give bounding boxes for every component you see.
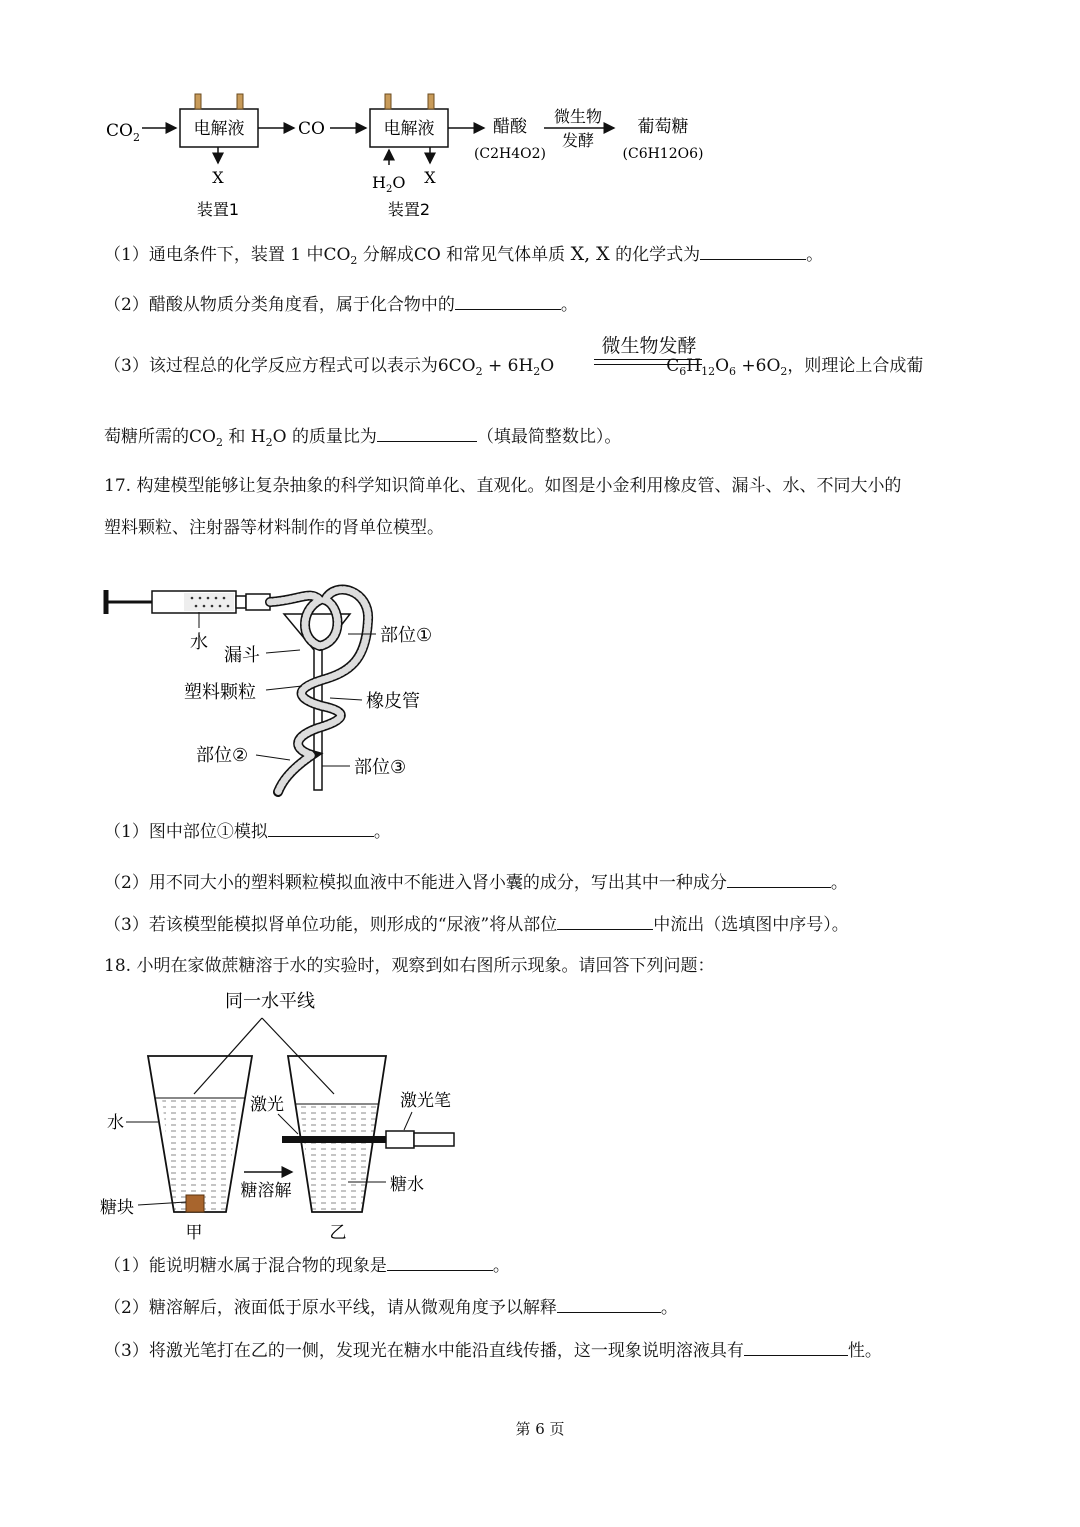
glucose-formula: (C6H12O6) [622, 146, 704, 162]
co2-label: $CO_2$ [106, 121, 140, 144]
q18-sub1: （1）能说明糖水属于混合物的现象是 。 [104, 1256, 510, 1276]
device1-label: 装置1 [196, 200, 240, 219]
q17-sub2: （2）用不同大小的塑料颗粒模拟血液中不能进入肾小囊的成分，写出其中一种成分 。 [104, 873, 848, 893]
q16-sub1: （1）通电条件下，装置 1 中$CO_2$ 分解成CO 和常见气体单质 X, X 的化学式为 。 [104, 243, 824, 267]
glucose-label: 葡萄糖 [637, 117, 689, 137]
label-sugar-cube: 糖块 [100, 1198, 134, 1218]
q17-stem-line2: 塑料颗粒、注射器等材料制作的肾单位模型。 [104, 518, 444, 538]
label-yi: 乙 [329, 1223, 347, 1243]
label-funnel: 漏斗 [224, 645, 260, 666]
acetic-acid-label: 醋酸 [493, 117, 527, 137]
arrow-label-ferment: 发酵 [561, 131, 595, 150]
q18-answer-2[interactable] [557, 1296, 661, 1313]
label-part-1: 部位① [380, 625, 433, 646]
x-product-1: X [212, 168, 224, 187]
label-rubber-tube: 橡皮管 [366, 691, 420, 712]
label-plastic-particles: 塑料颗粒 [184, 682, 256, 703]
device2-liquid: 电解液 [383, 119, 435, 139]
co-label: CO [298, 119, 325, 139]
label-part-2: 部位② [196, 745, 249, 766]
q17-sub3: （3）若该模型能模拟肾单位功能，则形成的“尿液”将从部位 中流出（选填图中序号）。 [104, 915, 849, 935]
x-product-2: X [424, 168, 436, 187]
q17-stem-line1: 17. 构建模型能够让复杂抽象的科学知识简单化、直观化。如图是小金利用橡皮管、漏斗、水、不同大小的 [104, 476, 902, 496]
q18-sub2: （2）糖溶解后，液面低于原水平线，请从微观角度予以解释 。 [104, 1298, 678, 1318]
h2o-label: $H_2O$ [372, 173, 406, 195]
label-sugar-water: 糖水 [390, 1175, 424, 1195]
label-dissolve: 糖溶解 [240, 1181, 292, 1201]
q17-sub1: （1）图中部位①模拟 。 [104, 822, 391, 842]
page-number: 第 6 页 [515, 1420, 565, 1438]
q16-sub3: （3）该过程总的化学反应方程式可以表示为$6CO_2 + 6H_2O$ $C_6H_{12}O_6 +6O_2$，则理论上合成葡 [104, 356, 924, 378]
arrow-label-microbe: 微生物 [553, 107, 603, 126]
acetic-acid-formula: (C2H4O2) [473, 146, 547, 162]
label-water: 水 [107, 1113, 124, 1133]
label-same-level: 同一水平线 [225, 991, 315, 1012]
laser-pen [386, 1131, 414, 1148]
q18-answer-3[interactable] [744, 1339, 848, 1356]
label-jia: 甲 [185, 1223, 203, 1243]
label-laser-pen: 激光笔 [400, 1091, 451, 1111]
device1-liquid: 电解液 [193, 119, 245, 139]
equation-condition: 微生物发酵 [601, 335, 697, 357]
device2-label: 装置2 [387, 200, 431, 219]
beaker-yi-sugarwater [300, 1104, 378, 1212]
q16-sub3-cont: 萄糖所需的$CO_2$ 和 $H_2O$ 的质量比为 （填最简整数比）。 [104, 427, 622, 449]
label-water: 水 [190, 632, 208, 653]
q18-stem: 18. 小明在家做蔗糖溶于水的实验时，观察到如右图所示现象。请回答下列问题： [104, 956, 715, 976]
label-laser: 激光 [250, 1095, 284, 1115]
q16-sub2: （2）醋酸从物质分类角度看，属于化合物中的 。 [104, 295, 578, 315]
label-part-3: 部位③ [354, 757, 407, 778]
sugar-cube [186, 1195, 204, 1212]
q18-answer-1[interactable] [387, 1254, 493, 1271]
q18-sub3: （3）将激光笔打在乙的一侧，发现光在糖水中能沿直线传播，这一现象说明溶液具有 性。 [104, 1341, 882, 1361]
laser-beam [282, 1136, 386, 1143]
